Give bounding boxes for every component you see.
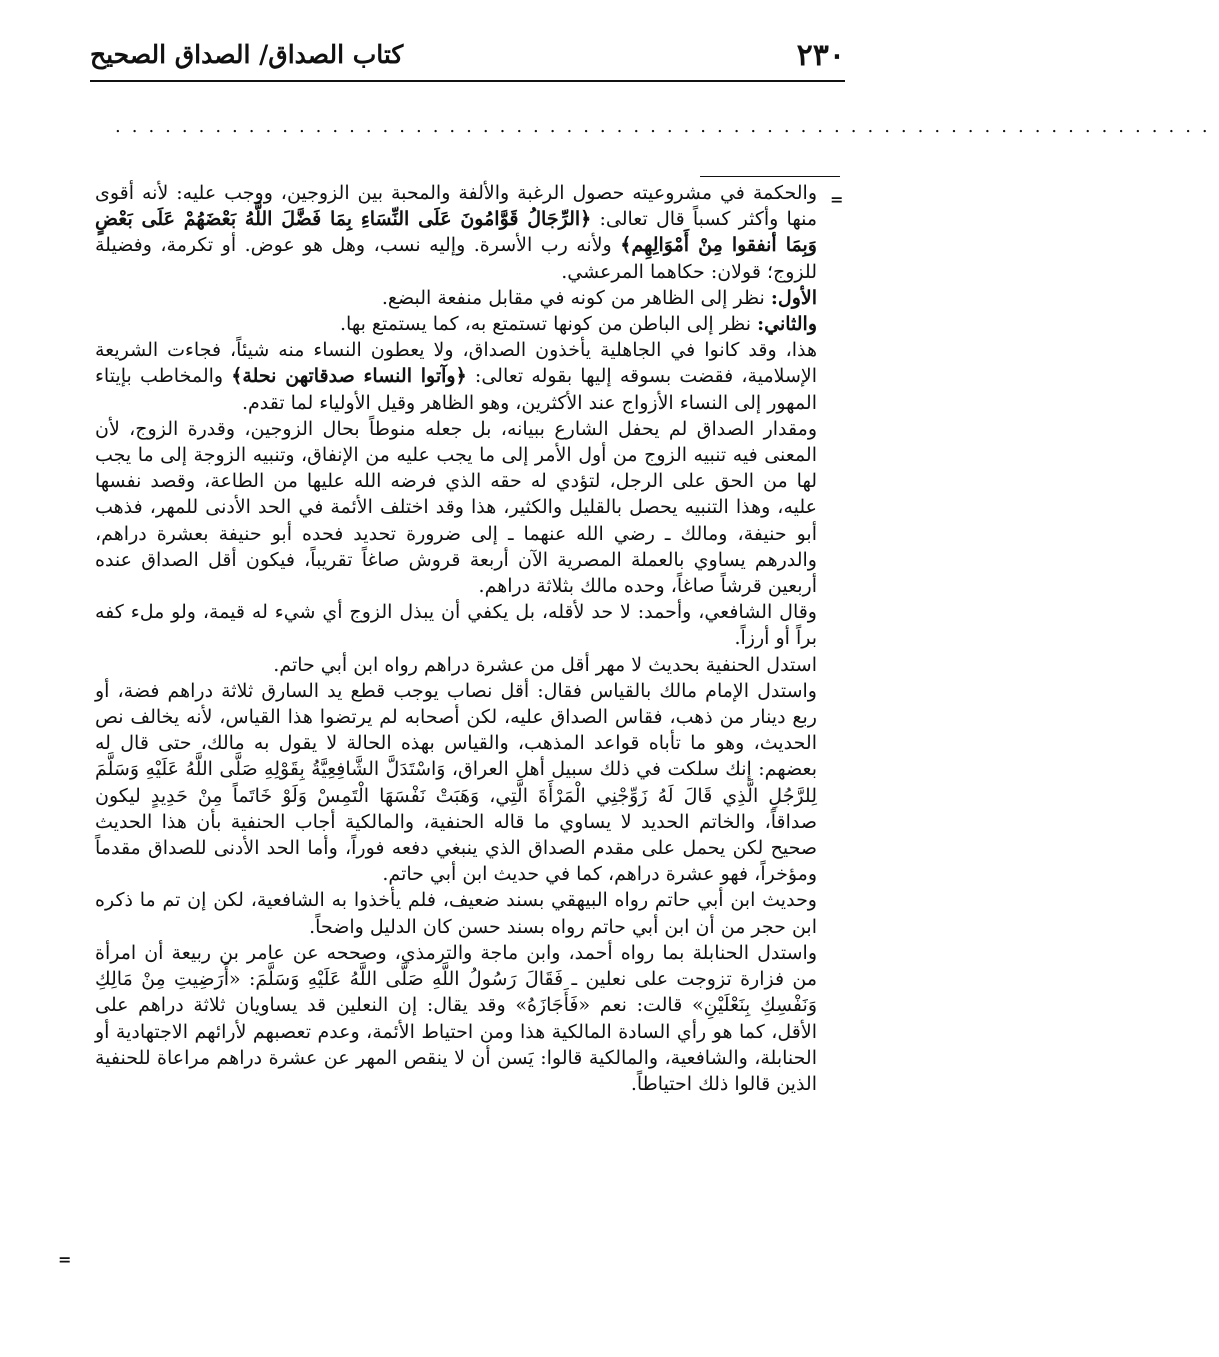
text-segment: واستدل الإمام مالك بالقياس فقال: أقل نصاب يوجب قطع يد السارق ثلاثة دراهم فضة، أو ربع دينار من ذهب، فقاس الصداق عليه، لكن أصحابه لم يرتضوا هذا القياس، لأنه يخالف نص الحديث، وهو ما تأباه قواعد المذهب، والقياس بهذه الحالة لا يقول به مالك، حتى قال له بعضهم: إنك سلكت في ذلك سبيل أهل العراق، — [95, 679, 817, 781]
dotted-separator: .................................................................. — [115, 116, 1219, 137]
paragraph — [95, 599, 817, 651]
text-segment: نظر إلى الباطن من كونها تستمتع به، كما يستمتع بها. — [340, 313, 758, 336]
paragraph — [95, 416, 817, 599]
text-segment: واستدل الحنابلة بما رواه أحمد، وابن ماجة والترمذي، وصححه عن عامر بن ربيعة أن امرأة من فزارة تزوجت على نعلين ـ — [95, 941, 817, 991]
text-segment: قالت: نعم — [590, 994, 692, 1017]
paragraph-label: الأول: — [770, 286, 817, 309]
footnote-rule — [700, 176, 840, 177]
hadith-quote: «فَأَجَازَهُ» — [515, 994, 591, 1017]
text-segment: نظر إلى الظاهر من كونه في مقابل منفعة البضع. — [381, 286, 771, 309]
paragraph — [95, 887, 817, 939]
page-header — [90, 38, 845, 78]
hadith-quote: وَاسْتَدَلَّ الشَّافِعِيَّةُ بِقَوْلِهِ صَلَّى اللَّهُ عَلَيْهِ وَسَلَّمَ لِلرَّجُلِ الَّذِي قَالَ لَهُ زَوِّجْنِي الْمَرْأَةَ الَّتِي، وَهَبَتْ نَفْسَهَا الْتَمِسْ وَلَوْ خَاتَماً مِنْ حَدِيدٍ — [95, 758, 817, 807]
continuation-mark-bottom: = — [58, 1250, 72, 1269]
text-segment: وقد يقال: إن النعلين قد يساويان ثلاثة دراهم على الأقل، كما هو رأي السادة المالكية هذا ومن احتياط الأئمة، وعدم تعصبهم لأرائهم الاجتهادية أو الحنابلة، والشافعية، والمالكية قالوا: يَسن أن لا ينقص المهر عن عشرة دراهم مراعاة للحنفية الذين قالوا ذلك احتياطاً. — [95, 994, 817, 1095]
paragraph — [95, 311, 817, 337]
text-segment: والحكمة في مشروعيته حصول الرغبة والألفة والمحبة بين الزوجين، ووجب عليه: لأنه أقوى منها وأكثر كسباً قال تعالى: — [95, 182, 817, 231]
paragraph — [95, 180, 817, 285]
text-segment: والمخاطب بإيتاء المهور إلى النساء الأزواج عند الأكثرين، وهو الظاهر وقيل الأولياء لما تقدم. — [95, 365, 817, 414]
text-segment: ليكون صداقاً، والخاتم الحديد لا يساوي ما قاله الحنفية، والمالكية أجاب الحنفية بأن هذا الحديث صحيح لكن يحمل على مقدم الصداق الذي ينبغي دفعه فوراً، وأما الحد الأدنى للصداق مقدماً ومؤخراً، فهو عشرة دراهم، كما في حديث ابن أبي حاتم. — [95, 784, 817, 886]
paragraph — [95, 285, 817, 311]
running-title: كتاب الصداق/ الصداق الصحيح — [90, 40, 404, 69]
paragraph — [95, 652, 817, 678]
text-segment: استدل الحنفية بحديث لا مهر أقل من عشرة دراهم رواه ابن أبي حاتم. — [273, 653, 817, 676]
paragraph — [95, 678, 817, 888]
text-segment: هذا، وقد كانوا في الجاهلية يأخذون الصداق، ولا يعطون النساء منه شيئاً، فجاءت الشريعة الإسلامية، فقضت بسوقه إليها بقوله تعالى: — [95, 339, 818, 388]
paragraph — [95, 940, 817, 1097]
page-number: ٢٣٠ — [796, 38, 845, 73]
paragraph-label: والثاني: — [757, 313, 817, 336]
text-segment: وحديث ابن أبي حاتم رواه البيهقي بسند ضعيف، فلم يأخذوا به الشافعية، لكن إن تم ما ذكره ابن حجر من أن ابن أبي حاتم رواه بسند حسن كان الدليل واضحاً. — [95, 889, 817, 938]
text-segment: ولأنه رب الأسرة. وإليه نسب، وهل هو عوض. أو تكرمة، وفضيلة للزوج؛ قولان: حكاهما المرعشي. — [95, 234, 817, 283]
header-rule — [90, 80, 845, 82]
quran-verse: ﴿الرِّجَالُ قَوَّامُونَ عَلَى النِّسَاءِ بِمَا فَضَّلَ اللَّهُ بَعْضَهُمْ عَلَى بَعْضٍ وَبِمَا أنفقوا مِنْ أَمْوَالِهِم﴾ — [95, 208, 817, 257]
quran-verse: ﴿وآتوا النساء صدقاتهن نحلة﴾ — [231, 365, 467, 388]
hadith-quote: فَقَالَ رَسُولُ اللَّهِ صَلَّى اللَّهُ عَلَيْهِ وَسَلَّمَ: «أَرَضِيتِ مِنْ مَالِكِ وَنَفْسِكِ بِنَعْلَيْنِ» — [95, 968, 817, 1017]
continuation-mark-top: = — [830, 190, 844, 209]
footnote-text — [95, 180, 817, 1097]
text-segment: وقال الشافعي، وأحمد: لا حد لأقله، بل يكفي أن يبذل الزوج أي شيء له قيمة، ولو ملء كفه براً أو أرزاً. — [95, 601, 817, 650]
paragraph — [95, 337, 817, 416]
text-segment: ومقدار الصداق لم يحفل الشارع ببيانه، بل جعله منوطاً بحال الزوجين، وقدرة الزوج، لأن المعنى فيه تنبيه الزوج من أول الأمر إلى ما يجب عليه من الإنفاق، وتنبيه الزوجة إلى ما يجب لها من الحق على الرجل، لتؤدي له حقه الذي فرضه الله عليها من الطاعة، وقصد نفسها عليه، وهذا التنبيه يحصل بالقليل والكثير، هذا وقد اختلف الأئمة في الحد الأدنى للمهر، فذهب أبو حنيفة، ومالك ـ رضي الله عنهما ـ إلى ضرورة تحديد فحده أبو حنيفة بعشرة دراهم، والدرهم يساوي بالعملة المصرية الآن أربعة قروش صاغاً تقريباً، فيكون أقل الصداق عنده أربعين قرشاً صاغاً، وحده مالك بثلاثة دراهم. — [95, 417, 817, 598]
